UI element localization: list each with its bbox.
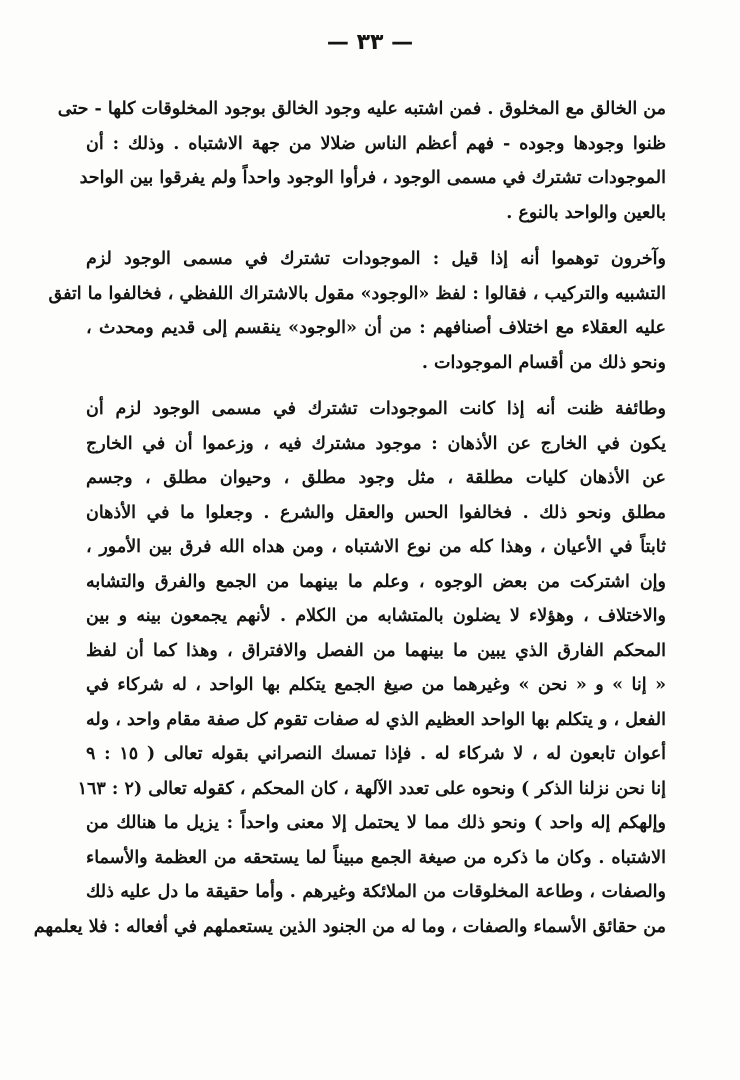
text-line: المحكم الفارق الذي يبين ما بينهما من الفصل والافتراق ، وهذا كما أن لفظ: [86, 640, 666, 661]
page-number: — ٣٣ —: [326, 30, 414, 55]
text-line: إنا نحن نزلنا الذكر ) ونحوه على تعدد الآلهة ، كان المحكم ، كقوله تعالى (٢ : ١٦٣: [77, 778, 666, 799]
text-line: من حقائق الأسماء والصفات ، وما له من الجنود الذين يستعملهم في أفعاله : فلا يعلمهم: [33, 916, 666, 937]
paragraph-break: [86, 230, 666, 242]
paragraph-break: [86, 380, 666, 392]
text-line: أعوان تابعون له ، لا شركاء له . فإذا تمسك النصراني بقوله تعالى ( ١٥ : ٩: [86, 744, 666, 764]
text-line: التشبيه والتركيب ، فقالوا : لفظ «الوجود» مقول بالاشتراك اللفظي ، فخالفوا ما اتفق: [48, 283, 666, 304]
text-line: وإلهكم إله واحد ) ونحو ذلك مما لا يحتمل إلا معنى واحداً : يزيل ما هنالك من: [86, 813, 666, 833]
text-line: الفعل ، و يتكلم بها الواحد العظيم الذي له صفات تقوم كل صفة مقام واحد ، وله: [86, 709, 666, 730]
text-line: من الخالق مع المخلوق . فمن اشتبه عليه وجود الخالق بوجود المخلوقات كلها - حتى: [57, 99, 666, 119]
text-line: ظنوا وجودها وجوده - فهم أعظم الناس ضلالا من جهة الاشتباه . وذلك : أن: [86, 133, 666, 154]
text-line: الاشتباه . وكان ما ذكره من صيغة الجمع مبيناً لما يستحقه من العظمة والأسماء: [86, 847, 666, 868]
text-line: عن الأذهان كليات مطلقة ، مثل وجود مطلق ، وحيوان مطلق ، وجسم: [86, 468, 666, 488]
text-line: والصفات ، وطاعة المخلوقات من الملائكة وغيرهم . وأما حقيقة ما دل عليه ذلك: [86, 882, 666, 902]
text-line: يكون في الخارج عن الأذهان : موجود مشترك فيه ، وزعموا أن في الخارج: [86, 433, 666, 454]
text-line: « إنا » و « نحن » وغيرهما من صيغ الجمع يتكلم بها الواحد ، له شركاء في: [86, 675, 666, 695]
text-line: مطلق ونحو ذلك . فخالفوا الحس والعقل والشرع . وجعلوا ما في الأذهان: [86, 502, 666, 523]
text-line: وآخرون توهموا أنه إذا قيل : الموجودات تشترك في مسمى الوجود لزم: [86, 249, 666, 269]
text-line: والاختلاف ، وهؤلاء لا يضلون بالمتشابه من الكلام . لأنهم يجمعون بينه و بين: [86, 606, 666, 626]
text-line: وطائفة ظنت أنه إذا كانت الموجودات تشترك في مسمى الوجود لزم أن: [86, 399, 666, 419]
body-text: [33, 92, 666, 944]
text-line: وإن اشتركت من بعض الوجوه ، وعلم ما بينهما من الجمع والفرق والتشابه: [86, 571, 666, 592]
text-line: بالعين والواحد بالنوع .: [506, 202, 666, 223]
text-line: ثابتاً في الأعيان ، وهذا كله من نوع الاشتباه ، ومن هداه الله فرق بين الأمور ،: [86, 537, 666, 557]
text-line: عليه العقلاء مع اختلاف أصنافهم : من أن «الوجود» ينقسم إلى قديم ومحدث ،: [86, 318, 666, 338]
text-line: الموجودات تشترك في مسمى الوجود ، فرأوا الوجود واحداً ولم يفرقوا بين الواحد: [79, 168, 666, 188]
text-line: ونحو ذلك من أقسام الموجودات .: [421, 352, 666, 373]
